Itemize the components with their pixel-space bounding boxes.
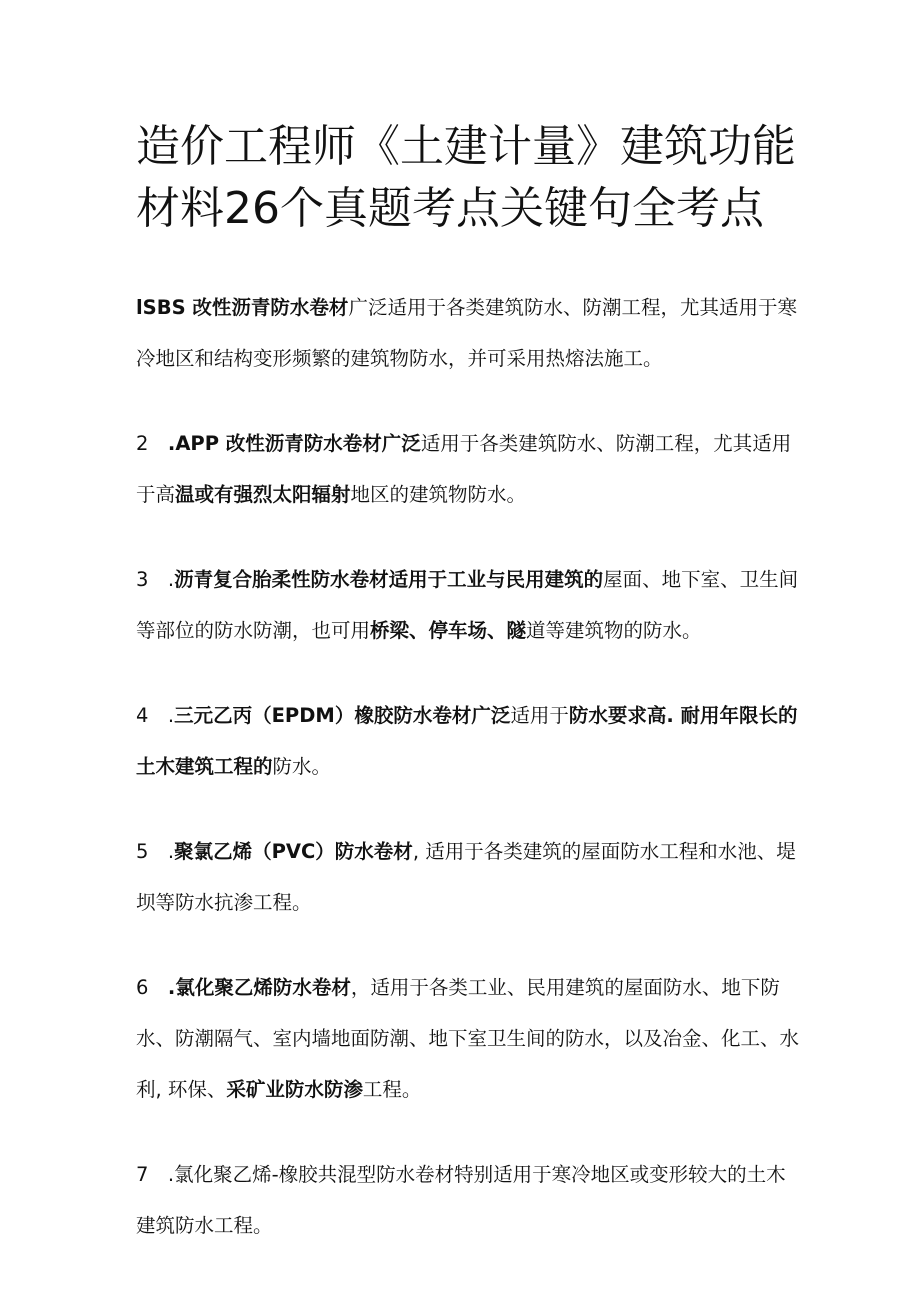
text-segment: 适用于各类建筑防水、防潮工程，尤其适用于高 (136, 432, 792, 506)
item-number: 5 . (136, 840, 175, 863)
text-segment: 采矿业防水防渗 (226, 1078, 363, 1101)
text-segment: 防水。 (272, 755, 332, 778)
item-number: 3 . (136, 568, 175, 591)
text-segment: .氯化聚乙烯防水卷材 (167, 976, 351, 999)
document-body (136, 282, 801, 1285)
text-segment: 防水要求高. 耐用年限长的土木建筑工程的 (136, 704, 798, 778)
document-title: 造价工程师《土建计量》建筑功能材料26个真题考点关键句全考点 (136, 121, 796, 234)
item-number: 2 (136, 432, 168, 455)
text-segment: .APP 改性沥青防水卷材广泛 (167, 432, 421, 455)
text-segment: 广泛适用于各类建筑防水、防潮工程，尤其适用于寒冷地区和结构变形频繁的建筑物防水，并可采用热熔法施工。 (136, 296, 797, 370)
paragraph-1 (136, 282, 801, 384)
paragraph-6 (136, 962, 801, 1115)
item-number: 4 . (136, 704, 175, 727)
text-segment: 道等建筑物的防水。 (526, 619, 702, 642)
text-segment: lSBS 改性沥青防水卷材 (136, 296, 349, 319)
text-segment: 聚氯乙烯（PVC）防水卷材 (174, 840, 413, 863)
paragraph-3 (136, 554, 801, 656)
text-segment: ，适用于各类工业、民用建筑的屋面防水、地下防水、防潮隔气、室内墙地面防潮、地下室卫生间的防水，以及冶金、化工、水利, 环保、 (136, 976, 800, 1101)
text-segment: 7 .氯化聚乙烯-橡胶共混型防水卷材特别适用于寒冷地区或变形较大的土木建筑防水工程。 (136, 1163, 786, 1237)
text-segment: 适用于 (510, 704, 569, 727)
text-segment: 地区的建筑物防水。 (350, 483, 527, 506)
text-segment: 三元乙丙（EPDM）橡胶防水卷材广泛 (174, 704, 511, 727)
text-segment: , 适用于各类建筑的屋面防水工程和水池、堤坝等防水抗渗工程。 (136, 840, 796, 914)
item-number: 6 (136, 976, 168, 999)
text-segment: 沥青复合胎柔性防水卷材适用于工业与民用建筑的 (174, 568, 604, 591)
paragraph-7 (136, 1149, 801, 1251)
paragraph-5 (136, 826, 801, 928)
paragraph-2 (136, 418, 801, 520)
text-segment: 桥梁、停车场、隧 (370, 619, 527, 642)
paragraph-4 (136, 690, 801, 792)
text-segment: 工程。 (362, 1078, 422, 1101)
text-segment: 屋面、地下室、卫生间等部位的防水防潮，也可用 (136, 568, 799, 642)
text-segment: 温或有强烈太阳辐射 (175, 483, 351, 506)
